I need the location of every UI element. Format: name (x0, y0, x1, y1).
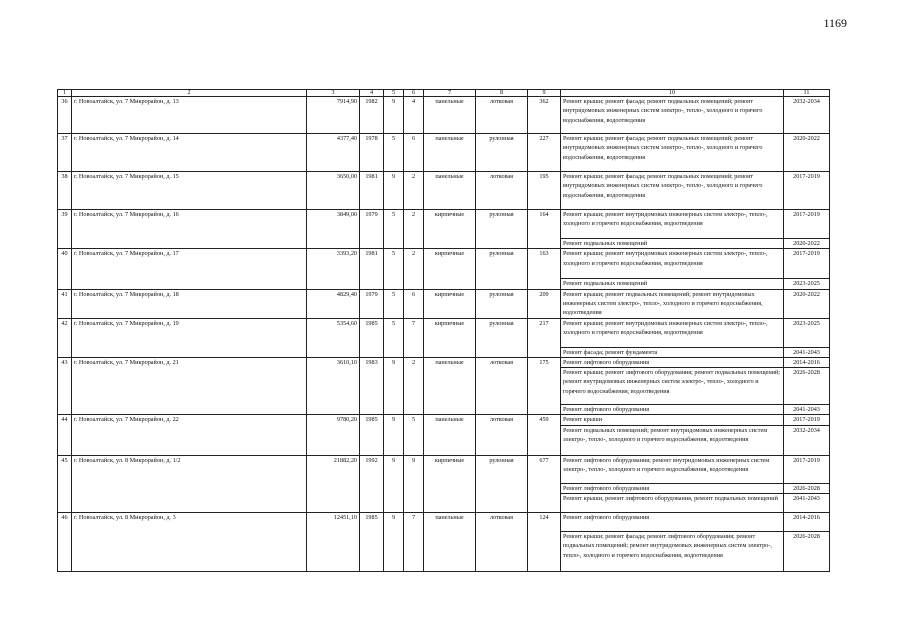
cell-floors: 9 (384, 97, 404, 134)
cell-entr: 2 (404, 357, 424, 415)
cell-works: Ремонт подвальных помещений (561, 239, 784, 249)
cell-works: Ремонт крыши; ремонт фасада; ремонт лифтового оборудования; ремонт подвальных помещений; ремонт внутридомовых инженерных систем электро-, тепло-, холодного и горячего водоснабжения, водоотведения (561, 532, 784, 572)
cell-n: 37 (58, 134, 72, 172)
cell-area: 3849,00 (307, 210, 360, 249)
cell-period: 2026-2028 (784, 532, 830, 572)
cell-period: 2017-2019 (784, 249, 830, 279)
cell-addr: г. Новоалтайск, ул. 7 Микрорайон, д. 22 (72, 415, 307, 455)
cell-entr: 7 (404, 318, 424, 357)
table-row (58, 249, 830, 279)
cell-res: 163 (528, 249, 561, 289)
cell-addr: г. Новоалтайск, ул. 7 Микрорайон, д. 21 (72, 357, 307, 415)
cell-year: 1982 (360, 97, 384, 134)
table-row (58, 455, 830, 483)
cell-works: Ремонт лифтового оборудования (561, 513, 784, 532)
table-row (58, 318, 830, 347)
cell-year: 1978 (360, 134, 384, 172)
cell-roof: лотковая (476, 97, 528, 134)
cell-works: Ремонт подвальных помещений; ремонт внутридомовых инженерных систем электро-, тепло-, холодного и горячего водоснабжения, водоотведения (561, 425, 784, 455)
cell-year: 1985 (360, 318, 384, 357)
cell-floors: 9 (384, 357, 404, 415)
cell-area: 12451,10 (307, 513, 360, 572)
cell-works: Ремонт крыши; ремонт внутридомовых инженерных систем электро-, тепло-, холодного и горячего водоснабжения, водоотведения (561, 249, 784, 279)
cell-period: 2041-2043 (784, 347, 830, 357)
cell-period: 2041-2043 (784, 494, 830, 513)
cell-area: 9780,20 (307, 415, 360, 455)
cell-works: Ремонт крыши; ремонт фасада; ремонт подвальных помещений; ремонт внутридомовых инженерных систем электро-, тепло-, холодного и горячего водоснабжения, водоотведения (561, 172, 784, 210)
housing-repair-table (57, 89, 830, 572)
cell-works: Ремонт лифтового оборудования; ремонт внутридомовых инженерных систем электро-, тепло-, холодного и горячего водоснабжения, водоотведения (561, 455, 784, 483)
cell-roof: рулонная (476, 134, 528, 172)
cell-year: 1979 (360, 210, 384, 249)
cell-entr: 7 (404, 513, 424, 572)
cell-period: 2017-2019 (784, 415, 830, 425)
header-cell: 7 (424, 90, 476, 97)
cell-works: Ремонт крыши; ремонт внутридомовых инженерных систем электро-, тепло-, холодного и горячего водоснабжения, водоотведения (561, 318, 784, 347)
header-cell: 4 (360, 90, 384, 97)
cell-works: Ремонт крыши; ремонт внутридомовых инженерных систем электро-, тепло-, холодного и горячего водоснабжения, водоотведения (561, 210, 784, 239)
cell-period: 2014-2016 (784, 357, 830, 367)
cell-roof: рулонная (476, 249, 528, 289)
cell-addr: г. Новоалтайск, ул. 7 Микрорайон, д. 17 (72, 249, 307, 289)
cell-area: 3650,00 (307, 172, 360, 210)
cell-floors: 9 (384, 415, 404, 455)
cell-addr: г. Новоалтайск, ул. 7 Микрорайон, д. 16 (72, 210, 307, 249)
header-cell: 10 (561, 90, 784, 97)
cell-entr: 2 (404, 210, 424, 249)
header-cell: 11 (784, 90, 830, 97)
cell-res: 175 (528, 357, 561, 415)
cell-period: 2020-2022 (784, 134, 830, 172)
cell-wall: панельные (424, 172, 476, 210)
cell-year: 1992 (360, 455, 384, 512)
page-number: 1169 (823, 16, 847, 30)
cell-works: Ремонт крыши, ремонт лифтового оборудования, ремонт подвальных помещений (561, 494, 784, 513)
cell-period: 2023-2025 (784, 318, 830, 347)
cell-res: 362 (528, 97, 561, 134)
cell-addr: г. Новоалтайск, ул. 7 Микрорайон, д. 19 (72, 318, 307, 357)
table-row (58, 134, 830, 172)
cell-entr: 6 (404, 289, 424, 318)
cell-wall: панельные (424, 513, 476, 572)
cell-area: 3610,10 (307, 357, 360, 415)
cell-wall: кирпичные (424, 249, 476, 289)
cell-works: Ремонт крыши; ремонт подвальных помещений; ремонт внутридомовых инженерных систем электро-, тепло-, холодного и горячего водоснабжения, водоотведения (561, 289, 784, 318)
cell-area: 5354,60 (307, 318, 360, 357)
header-cell: 1 (58, 90, 72, 97)
cell-area: 4829,40 (307, 289, 360, 318)
cell-res: 124 (528, 513, 561, 572)
cell-period: 2017-2019 (784, 172, 830, 210)
header-cell: 3 (307, 90, 360, 97)
cell-entr: 2 (404, 249, 424, 289)
cell-period: 2020-2022 (784, 239, 830, 249)
table-row (58, 357, 830, 367)
cell-wall: панельные (424, 415, 476, 455)
table-row (58, 513, 830, 532)
table-row (58, 97, 830, 134)
cell-area: 21882,20 (307, 455, 360, 512)
cell-floors: 9 (384, 455, 404, 512)
cell-n: 39 (58, 210, 72, 249)
cell-addr: г. Новоалтайск, ул. 7 Микрорайон, д. 14 (72, 134, 307, 172)
table-row (58, 210, 830, 239)
cell-n: 41 (58, 289, 72, 318)
cell-year: 1983 (360, 357, 384, 415)
cell-floors: 5 (384, 289, 404, 318)
cell-entr: 6 (404, 134, 424, 172)
cell-works: Ремонт лифтового оборудования (561, 405, 784, 415)
cell-n: 42 (58, 318, 72, 357)
cell-wall: кирпичные (424, 210, 476, 249)
cell-period: 2026-2028 (784, 368, 830, 405)
cell-area: 7914,90 (307, 97, 360, 134)
cell-period: 2032-2034 (784, 97, 830, 134)
cell-floors: 5 (384, 318, 404, 357)
cell-period: 2026-2028 (784, 483, 830, 493)
cell-works: Ремонт крыши; ремонт фасада; ремонт подвальных помещений; ремонт внутридомовых инженерных систем электро-, тепло-, холодного и горячего водоснабжения, водоотведения (561, 134, 784, 172)
cell-period: 2017-2019 (784, 210, 830, 239)
cell-period: 2032-2034 (784, 425, 830, 455)
cell-year: 1981 (360, 249, 384, 289)
cell-area: 3393,20 (307, 249, 360, 289)
cell-roof: рулонная (476, 289, 528, 318)
cell-works: Ремонт крыши (561, 415, 784, 425)
cell-wall: кирпичные (424, 455, 476, 512)
cell-n: 43 (58, 357, 72, 415)
cell-addr: г. Новоалтайск, ул. 7 Микрорайон, д. 15 (72, 172, 307, 210)
table-body (58, 97, 830, 572)
cell-works: Ремонт подвальных помещений (561, 279, 784, 289)
cell-addr: г. Новоалтайск, ул. 8 Микрорайон, д. 3 (72, 513, 307, 572)
cell-year: 1981 (360, 172, 384, 210)
cell-res: 227 (528, 134, 561, 172)
cell-res: 677 (528, 455, 561, 512)
cell-roof: рулонная (476, 455, 528, 512)
cell-roof: рулонная (476, 210, 528, 249)
cell-roof: лотковая (476, 415, 528, 455)
cell-period: 2023-2025 (784, 279, 830, 289)
cell-addr: г. Новоалтайск, ул. 7 Микрорайон, д. 13 (72, 97, 307, 134)
cell-res: 164 (528, 210, 561, 249)
cell-addr: г. Новоалтайск, ул. 7 Микрорайон, д. 18 (72, 289, 307, 318)
cell-n: 36 (58, 97, 72, 134)
cell-floors: 9 (384, 513, 404, 572)
cell-roof: лотковая (476, 357, 528, 415)
header-cell: 8 (476, 90, 528, 97)
cell-year: 1985 (360, 415, 384, 455)
cell-period: 2020-2022 (784, 289, 830, 318)
cell-works: Ремонт лифтового оборудования (561, 357, 784, 367)
cell-works: Ремонт крыши; ремонт фасада; ремонт подвальных помещений; ремонт внутридомовых инженерных систем электро-, тепло-, холодного и горячего водоснабжения, водоотведения (561, 97, 784, 134)
cell-roof: лотковая (476, 513, 528, 572)
cell-roof: рулонная (476, 318, 528, 357)
cell-res: 217 (528, 318, 561, 357)
cell-addr: г. Новоалтайск, ул. 8 Микрорайон, д. 1/2 (72, 455, 307, 512)
header-cell: 2 (72, 90, 307, 97)
cell-res: 209 (528, 289, 561, 318)
cell-year: 1979 (360, 289, 384, 318)
cell-entr: 9 (404, 455, 424, 512)
cell-n: 44 (58, 415, 72, 455)
cell-floors: 5 (384, 134, 404, 172)
cell-wall: кирпичные (424, 318, 476, 357)
header-cell: 6 (404, 90, 424, 97)
cell-works: Ремонт фасада; ремонт фундамента (561, 347, 784, 357)
cell-works: Ремонт лифтового оборудования (561, 483, 784, 493)
cell-year: 1985 (360, 513, 384, 572)
table-row (58, 415, 830, 425)
cell-wall: панельные (424, 134, 476, 172)
table-row (58, 172, 830, 210)
cell-n: 40 (58, 249, 72, 289)
cell-area: 4377,40 (307, 134, 360, 172)
cell-entr: 4 (404, 97, 424, 134)
cell-roof: лотковая (476, 172, 528, 210)
cell-entr: 5 (404, 415, 424, 455)
cell-floors: 5 (384, 249, 404, 289)
cell-wall: панельные (424, 97, 476, 134)
cell-floors: 5 (384, 210, 404, 249)
cell-n: 46 (58, 513, 72, 572)
table-row (58, 289, 830, 318)
cell-period: 2041-2043 (784, 405, 830, 415)
cell-n: 38 (58, 172, 72, 210)
header-cell: 9 (528, 90, 561, 97)
cell-res: 195 (528, 172, 561, 210)
cell-entr: 2 (404, 172, 424, 210)
header-cell: 5 (384, 90, 404, 97)
cell-n: 45 (58, 455, 72, 512)
cell-wall: панельные (424, 357, 476, 415)
cell-works: Ремонт крыши; ремонт лифтового оборудования; ремонт подвальных помещений; ремонт внутридомовых инженерных систем электро-, тепло-, холодного и горячего водоснабжения, водоотведения (561, 368, 784, 405)
cell-period: 2014-2016 (784, 513, 830, 532)
cell-floors: 9 (384, 172, 404, 210)
header-row (58, 90, 830, 97)
cell-period: 2017-2019 (784, 455, 830, 483)
cell-res: 459 (528, 415, 561, 455)
cell-wall: кирпичные (424, 289, 476, 318)
